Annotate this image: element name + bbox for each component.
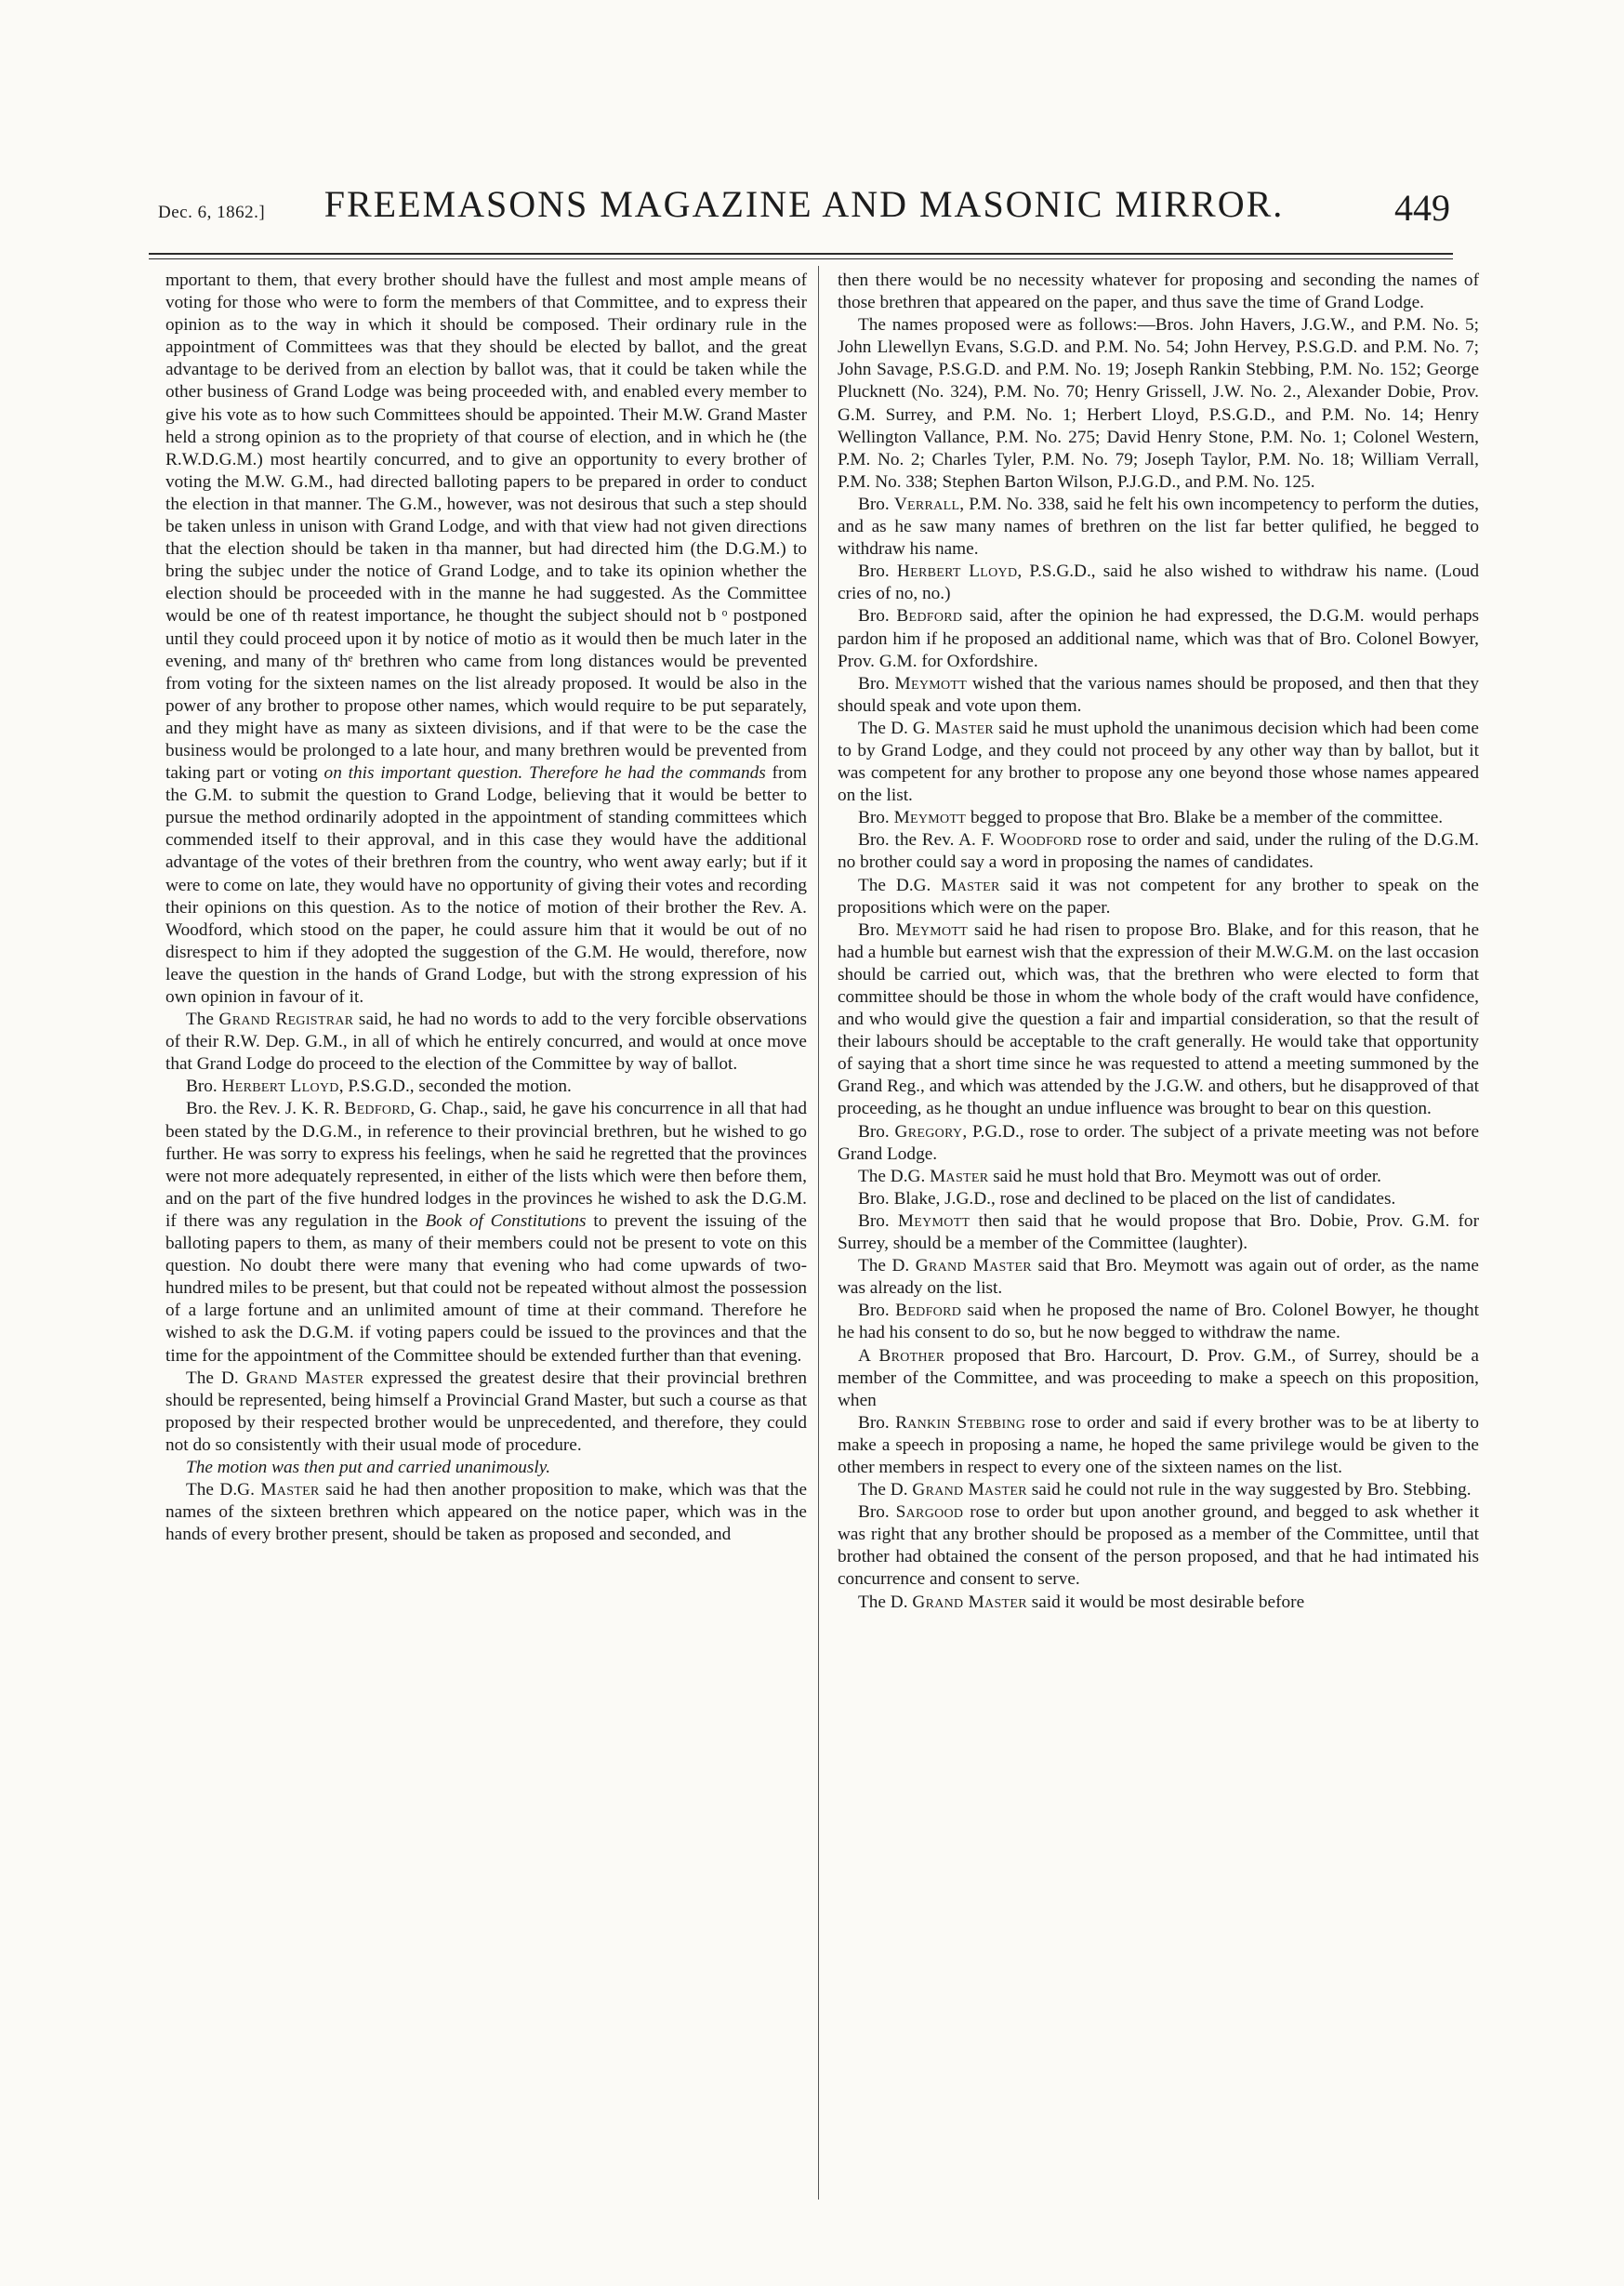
speaker-name: Grand Master	[912, 1480, 1027, 1500]
article-paragraph	[165, 1009, 807, 1076]
paragraph-text: Bro.	[858, 1301, 896, 1321]
paragraph-text: said that Bro. Meymott was again out of order, as the name was already on the list.	[838, 1256, 1479, 1299]
article-paragraph	[165, 1098, 807, 1367]
article-paragraph	[165, 1457, 807, 1479]
paragraph-text: then there would be no necessity whatever for proposing and seconding the names of those brethren that appeared on the paper, and thus save the time of Grand Lodge.	[838, 271, 1479, 313]
speaker-name: Meymott	[893, 808, 967, 828]
paragraph-text: said, he had no words to add to the very forcible observations of their R.W. Dep. G.M., in all of which he entirely concurred, and would at once move that Grand Lodge do proceed to the election of the Committee by way of ballot.	[165, 1010, 807, 1075]
speaker-name: Master	[941, 875, 1000, 895]
masthead	[158, 169, 1450, 234]
speaker-name: Bedford	[895, 1301, 962, 1321]
paragraph-text: , G. Chap., said, he gave his concurrence in all that had been stated by the D.G.M., in reference to their provincial brethren, but he wished to go further. He was sorry to express his feelings, when he said he regretted that the provinces were not more adequately represented, in either of the lists which were then before them, and on the part of the five hundred lodges in the provinces he wished to ask the D.G.M. if there was any regulation in the	[165, 1099, 807, 1231]
speaker-name: Herbert Lloyd	[896, 562, 1018, 582]
speaker-name: Bedford	[896, 606, 963, 627]
speaker-name: Verrall	[893, 494, 960, 514]
paragraph-text: Bro.	[858, 1412, 896, 1433]
paragraph-text: to prevent the issuing of the balloting papers to them, as many of their members could not be present to vote on this question. No doubt there were many that evening who had come upwards of two-hundred miles to be present, but that could not be repeated without almost the possession of a large fortune and an unlimited amount of time at their command. Therefore he wished to ask the D.G.M. if voting papers could be issued to the provinces and that the time for the appointment of the Committee should be extended further than that evening.	[165, 1210, 807, 1366]
speaker-name: Bedford	[344, 1099, 411, 1119]
article-paragraph	[165, 1368, 807, 1457]
speaker-name: Grand Registrar	[218, 1010, 354, 1030]
paragraph-text: then said that he would propose that Bro. Dobie, Prov. G.M. for Surrey, should be a member of the Committee (laughter).	[838, 1210, 1479, 1254]
paragraph-text: said he must uphold the unanimous decision which had been come to by Grand Lodge, and they could not proceed by any other way than by ballot, but it was competent for any brother to propose any one beyond those whose names appeared on the list.	[838, 718, 1479, 806]
speaker-name: Meymott	[894, 673, 968, 694]
paragraph-text: Bro.	[186, 1077, 222, 1097]
article-paragraph	[838, 673, 1479, 718]
paragraph-text: rose to order and said, under the ruling of the D.G.M. no brother could say a word in proposing the names of candidates.	[838, 830, 1479, 873]
magazine-title: FREEMASONS MAGAZINE AND MASONIC MIRROR.	[323, 183, 1285, 225]
article-paragraph	[165, 1076, 807, 1098]
italic-text: Book of Constitutions	[425, 1210, 587, 1231]
article-paragraph	[165, 270, 807, 1009]
paragraph-text: said he could not rule in the way suggested by Bro. Stebbing.	[1026, 1480, 1472, 1500]
speaker-name: Gregory	[894, 1121, 963, 1142]
article-paragraph	[838, 1479, 1479, 1501]
article-paragraph	[838, 1345, 1479, 1412]
article-paragraph	[838, 875, 1479, 919]
paragraph-text: expressed the greatest desire that their provincial brethren should be represented, being himself a Provincial Grand Master, but such a course as that proposed by their respected brother would be unprecedented, and therefore, they could not do so consistently with their usual mode of procedure.	[165, 1368, 807, 1455]
article-paragraph	[838, 1166, 1479, 1188]
article-paragraph	[838, 919, 1479, 1121]
page-number: 449	[1394, 187, 1450, 229]
paragraph-text: Bro.	[858, 494, 894, 514]
paragraph-text: The D.G.	[858, 875, 942, 895]
article-paragraph	[838, 1188, 1479, 1210]
paragraph-text: said it would be most desirable before	[1026, 1592, 1305, 1612]
paragraph-text: Bro. Blake, J.G.D., rose and declined to be placed on the list of candidates.	[858, 1188, 1396, 1209]
article-paragraph	[838, 605, 1479, 672]
paragraph-text: said, after the opinion he had expressed, the D.G.M. would perhaps pardon him if he proposed an additional name, which was that of Bro. Colonel Bowyer, Prov. G.M. for Oxfordshire.	[838, 606, 1479, 671]
paragraph-text: The D.G.	[186, 1480, 261, 1500]
italic-text: on this important question. Therefore he had the commands	[323, 763, 766, 784]
paragraph-text: , P.S.G.D., said he also wished to withdraw his name. (Loud cries of no, no.)	[838, 562, 1480, 604]
paragraph-text: wished that the various names should be proposed, and then that they should speak and vote upon them.	[838, 673, 1480, 716]
article-paragraph	[838, 829, 1479, 874]
paragraph-text: The D.	[858, 1592, 913, 1612]
paragraph-text: Bro.	[858, 1502, 896, 1523]
speaker-name: Meymott	[895, 919, 969, 940]
header-rule-thin	[149, 258, 1453, 259]
column-divider	[818, 266, 819, 2200]
paragraph-text: said he must hold that Bro. Meymott was out of order.	[988, 1166, 1381, 1186]
paragraph-text: The D.	[858, 1256, 916, 1276]
article-paragraph	[838, 718, 1479, 807]
left-column	[165, 270, 807, 1546]
issue-date: Dec. 6, 1862.]	[158, 203, 266, 222]
article-paragraph	[838, 1300, 1479, 1344]
article-paragraph	[838, 1255, 1479, 1300]
speaker-name: Master	[930, 1166, 989, 1186]
paragraph-text: proposed that Bro. Harcourt, D. Prov. G.M., of Surrey, should be a member of the Committee, and was proceeding to make a speech on this proposition, when	[838, 1345, 1479, 1410]
header-rule	[149, 253, 1453, 255]
paragraph-text: said he had then another proposition to make, which was that the names of the sixteen brethren which appeared on the notice paper, which was in the hands of every brother present, should be taken as proposed and seconded, and	[165, 1480, 807, 1545]
paragraph-text: The D.	[186, 1368, 246, 1388]
article-paragraph	[838, 494, 1479, 561]
paragraph-text: The	[186, 1010, 219, 1030]
speaker-name: Meymott	[897, 1210, 970, 1231]
paragraph-text: , P.G.D., rose to order. The subject of a private meeting was not before Grand Lodge.	[838, 1121, 1480, 1164]
paragraph-text: Bro.	[858, 673, 895, 694]
paragraph-text: , P.S.G.D., seconded the motion.	[338, 1077, 572, 1097]
paragraph-text: said he had risen to propose Bro. Blake, and for this reason, that he had a humble but earnest wish that the expression of their M.W.G.M. on the last occasion should be carried out, which was, that the brethren who were elected to form that committee should be those in whom the whole body of the craft would have confidence, and who would give the question a fair and impartial consideration, so that the result of their labours should be acceptable to the craft generally. He would take that opportunity of saying that a short time since he was requested to attend a meeting summoned by the Grand Reg., and which was attended by the J.G.W. and others, but he disapproved of that proceeding, as he thought an undue influence was brought to bear on this question.	[838, 919, 1480, 1119]
paragraph-text: rose to order but upon another ground, and begged to ask whether it was right that any brother should be proposed as a member of the Committee, until that brother had obtained the consent of the person proposed, and that he had intimated his concurrence and consent to serve.	[838, 1502, 1479, 1590]
paragraph-text: said it was not competent for any brother to speak on the propositions which were on the paper.	[838, 875, 1479, 918]
article-paragraph	[838, 1210, 1479, 1255]
paragraph-text: , P.M. No. 338, said he felt his own incompetency to perform the duties, and as he saw many names of brethren on the list far better qulified, he begged to withdraw his name.	[838, 494, 1479, 560]
paragraph-text: from the G.M. to submit the question to Grand Lodge, believing that it would be better to pursue the method ordinarily adopted in the appointment of standing committees which commended itself to their approval, and in this case they would have the additional advantage of the votes of their brethren from the country, who went away early; but if it were to come on late, they would have no opportunity of giving their votes and recording their opinions on this question. As to the notice of motion of their brother the Rev. A. Woodford, which stood on the paper, he could assure him that it would be out of no disrespect to him if they adopted the suggestion of the G.M. He would, therefore, now leave the question in the hands of Grand Lodge, but with the strong expression of his own opinion in favour of it.	[165, 763, 807, 1007]
paragraph-text: The names proposed were as follows:—Bros. John Havers, J.G.W., and P.M. No. 5; John Llewellyn Evans, S.G.D. and P.M. No. 54; John Hervey, P.S.G.D. and P.M. No. 7; John Savage, P.S.G.D. and P.M. No. 19; Joseph Rankin Stebbing, P.M. No. 152; George Plucknett (No. 324), P.M. No. 70; Henry Grissell, J.W. No. 2., Alexander Dobie, Prov. G.M. Surrey, and P.M. No. 1; Herbert Lloyd, P.S.G.D., and P.M. No. 14; Henry Wellington Vallance, P.M. No. 275; David Henry Stone, P.M. No. 1; Colonel Western, P.M. No. 2; Charles Tyler, P.M. No. 79; Joseph Taylor, P.M. No. 18; William Verrall, P.M. No. 338; Stephen Barton Wilson, P.J.G.D., and P.M. No. 125.	[838, 315, 1479, 492]
article-paragraph	[838, 807, 1479, 829]
speaker-name: Master	[260, 1480, 320, 1500]
speaker-name: Rankin Stebbing	[895, 1412, 1026, 1433]
article-paragraph	[838, 1592, 1479, 1614]
paragraph-text: rose to order and said if every brother was to be at liberty to make a speech in proposing a name, he hoped the same privilege would be given to the other members in respect to every one of the sixteen names on the list.	[838, 1412, 1480, 1477]
paragraph-text: Bro.	[858, 606, 897, 627]
paragraph-text: Bro.	[858, 1210, 898, 1231]
paragraph-text: The D.	[858, 1480, 913, 1500]
paragraph-text: Bro.	[858, 562, 897, 582]
paragraph-text: Bro. the Rev. A. F.	[858, 830, 1000, 851]
speaker-name: Grand Master	[245, 1368, 364, 1388]
paragraph-text: Bro.	[858, 1121, 895, 1142]
article-paragraph	[838, 1121, 1479, 1166]
article-paragraph	[165, 1479, 807, 1546]
speaker-name: Woodford	[999, 830, 1082, 851]
article-paragraph	[838, 270, 1479, 314]
paragraph-text: Bro.	[858, 808, 894, 828]
paragraph-text: A	[858, 1345, 879, 1366]
right-column	[838, 270, 1479, 1614]
paragraph-text: The D.G.	[858, 1166, 931, 1186]
speaker-name: Master	[934, 718, 995, 738]
article-paragraph	[838, 561, 1479, 605]
speaker-name: Sargood	[895, 1502, 964, 1523]
article-paragraph	[838, 1501, 1479, 1591]
speaker-name: Grand Master	[912, 1592, 1027, 1612]
article-paragraph	[838, 1412, 1479, 1479]
speaker-name: Grand Master	[915, 1256, 1032, 1276]
paragraph-text: Bro. the Rev. J. K. R.	[186, 1099, 345, 1119]
article-paragraph	[838, 314, 1479, 494]
paragraph-text: Bro.	[858, 919, 896, 940]
speaker-name: Herbert Lloyd	[221, 1077, 339, 1097]
italic-text: The motion was then put and carried unanimously.	[186, 1457, 551, 1477]
paragraph-text: The D. G.	[858, 718, 935, 738]
paragraph-text: begged to propose that Bro. Blake be a member of the committee.	[966, 808, 1444, 828]
speaker-name: Brother	[878, 1345, 945, 1366]
paragraph-text: said when he proposed the name of Bro. Colonel Bowyer, he thought he had his consent to do so, but he now begged to withdraw the name.	[838, 1301, 1480, 1343]
paragraph-text: mportant to them, that every brother should have the fullest and most ample means of voting for those who were to form the members of that Committee, and to express their opinion as to the way in which it should be composed. Their ordinary rule in the appointment of Committees was that they should be elected by ballot, and the great advantage to be derived from an election by ballot was, that it could be taken while the other business of Grand Lodge was being proceeded with, and enabled every member to give his vote as to how such Committees should be appointed. Their M.W. Grand Master held a strong opinion as to the propriety of that course of election, and in which he (the R.W.D.G.M.) most heartily concurred, and to give an opportunity to every brother of voting the M.W. G.M., had directed balloting papers to be prepared in order to conduct the election in that manner. The G.M., however, was not desirous that such a step should be taken unless in unison with Grand Lodge, and with that view had not given directions that the election should be taken in tha manner, but had directed him (the D.G.M.) to bring the subjec under the notice of Grand Lodge, and to take its opinion whether the election should be proceeded with in the manne he had suggested. As the Committee would be one of th reatest importance, he thought the subject should not b ᵒ postponed until they could proceed upon it by notice of motio as it would then be much later in the evening, and many of thᵉ brethren who came from long distances would be prevented from voting for the sixteen names on the list already proposed. It would be also in the power of any brother to propose other names, which would require to be put separately, and they might have as many as sixteen divisions, and if that were to be the case the business would be prolonged to a late hour, and many brethren would be prevented from taking part or voting	[165, 271, 807, 784]
